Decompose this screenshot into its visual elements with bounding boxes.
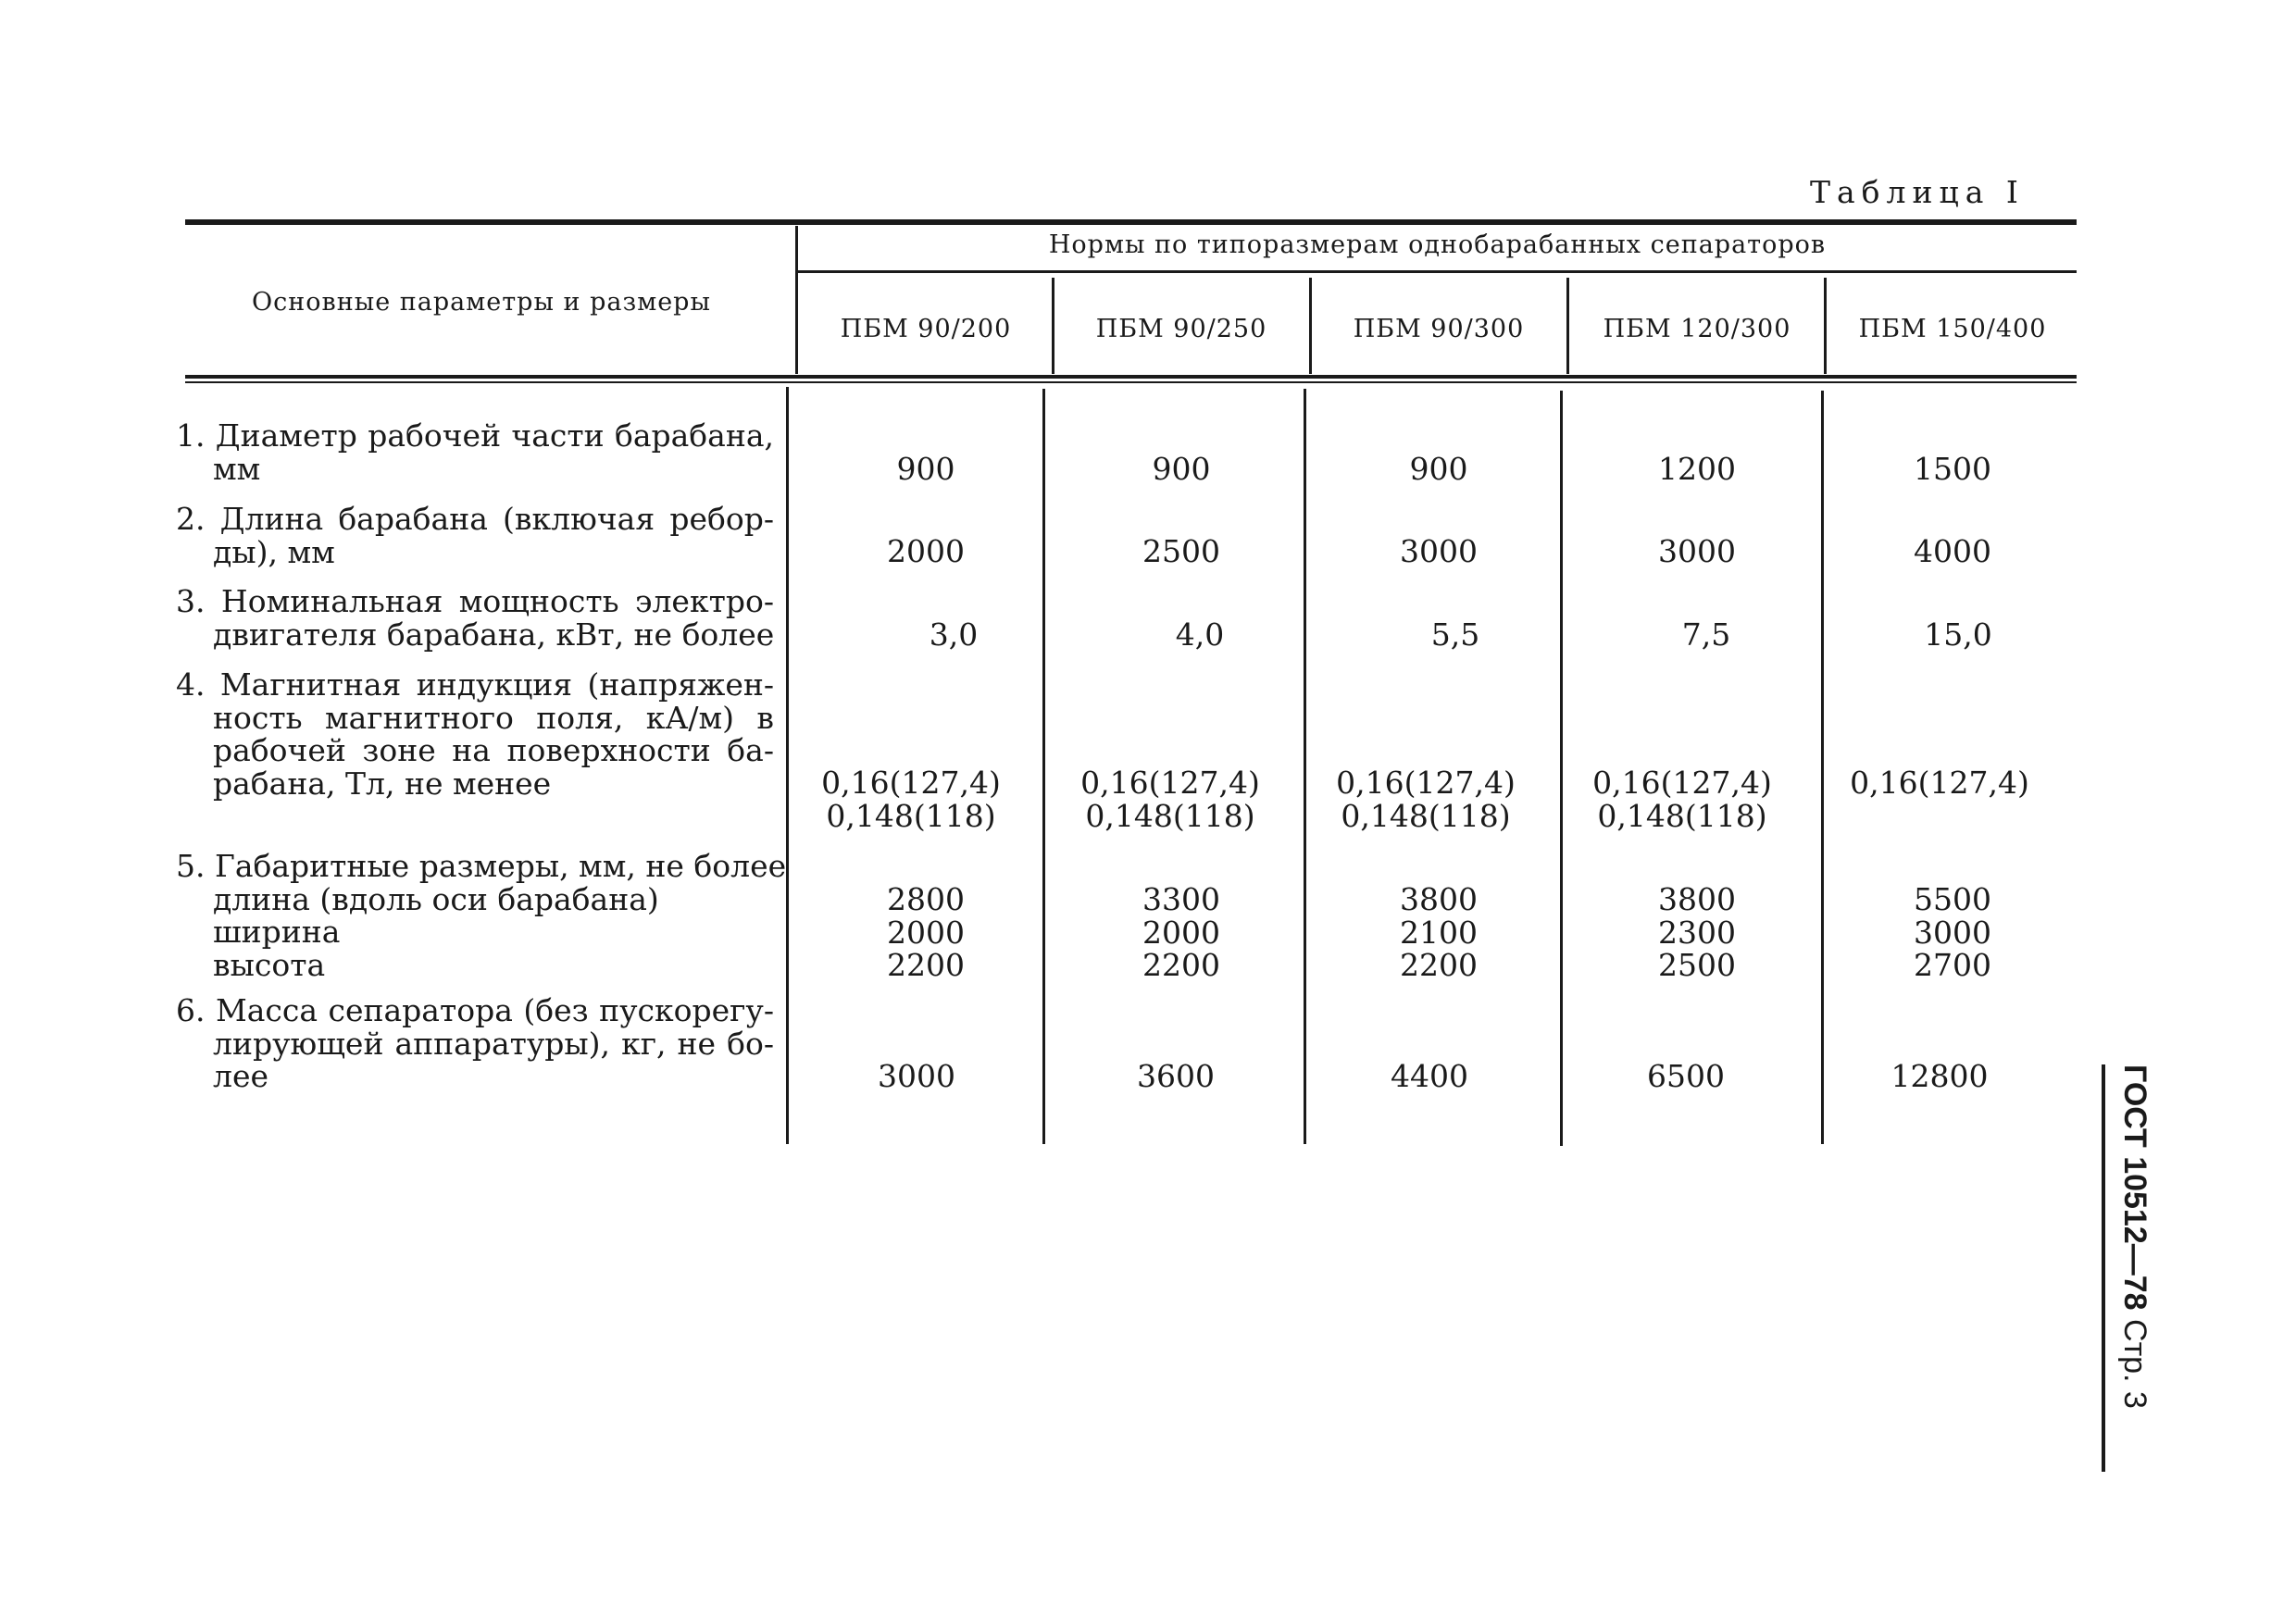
table-cell: 4400: [1391, 1058, 1468, 1094]
table-cell: 15,0: [1924, 616, 1992, 653]
table-cell: 6500: [1647, 1058, 1725, 1094]
column-header: ПБМ 90/250: [1095, 315, 1267, 343]
column-header: ПБМ 150/400: [1858, 315, 2047, 343]
table-cell: 0,16(127,4) 0,148(118): [1592, 765, 1772, 834]
header-span-rule: [798, 270, 2077, 273]
column-header: ПБМ 90/300: [1353, 315, 1525, 343]
row-label: 4. Магнитная индукция (напряжен- ность магнитного поля, кА/м) в рабочей зоне на поверхности ба- рабана, Тл, не менее: [176, 666, 774, 802]
table-cell: 0,16(127,4) 0,148(118): [1080, 765, 1260, 834]
table-cell: 2500: [1142, 533, 1220, 569]
column-divider: [786, 387, 789, 1144]
page-number: Стр. 3: [2117, 1319, 2152, 1409]
table-cell: 7,5: [1681, 616, 1731, 653]
page-stamp: [2102, 1064, 2159, 1481]
table-cell: 5500 3000 2700: [1914, 881, 1991, 983]
header-bottom-rule: [185, 381, 2077, 383]
table-cell: 1500: [1914, 451, 1991, 487]
table-title: Таблица I: [1810, 174, 2025, 210]
row-label: 2. Длина барабана (включая ребор- ды), мм: [176, 501, 774, 570]
stamp-text: [2116, 1064, 2152, 1409]
table-top-rule: [185, 219, 2077, 225]
column-header: ПБМ 120/300: [1603, 315, 1791, 343]
table-cell: 3,0: [929, 616, 979, 653]
column-divider: [1052, 278, 1054, 374]
column-divider: [795, 226, 798, 374]
row-label: 6. Масса сепаратора (без пускорегу- лирующей аппаратуры), кг, не бо- лее: [176, 992, 774, 1094]
column-divider: [1566, 278, 1569, 374]
column-header: ПБМ 90/200: [840, 315, 1012, 343]
table-cell: 900: [1409, 451, 1468, 487]
table-cell: 0,16(127,4) 0,148(118): [1336, 765, 1516, 834]
table-cell: 3000: [1658, 533, 1736, 569]
column-divider: [1824, 278, 1827, 374]
header-span: Нормы по типоразмерам однобарабанных сепараторов: [1048, 230, 1827, 259]
gost-number: ГОСТ 10512—78: [2117, 1064, 2152, 1311]
row-label: 5. Габаритные размеры, мм, не более длина (вдоль оси барабана) ширина высота: [176, 848, 787, 983]
table-cell: 4000: [1914, 533, 1991, 569]
table-cell: 900: [1152, 451, 1211, 487]
table-cell: 3000: [1400, 533, 1478, 569]
table-cell: 0,16(127,4) 0,148(118): [821, 765, 1001, 834]
table-cell: 3800 2300 2500: [1658, 881, 1736, 983]
table-cell: 12800: [1890, 1058, 1989, 1094]
table-cell: 2000: [887, 533, 965, 569]
header-params: Основные параметры и размеры: [252, 288, 711, 317]
row-label: 1. Диаметр рабочей части барабана, мм: [176, 417, 774, 487]
table-cell: 4,0: [1175, 616, 1225, 653]
table-cell: 3800 2100 2200: [1400, 881, 1478, 983]
row-label: 3. Номинальная мощность электро- двигателя барабана, кВт, не более: [176, 583, 775, 653]
table-cell: 900: [896, 451, 955, 487]
table-cell: 0,16(127,4): [1850, 765, 2029, 801]
header-bottom-rule: [185, 375, 2077, 379]
stamp-rule: [2102, 1064, 2105, 1472]
table-cell: 3300 2000 2200: [1142, 881, 1220, 983]
column-divider: [1309, 278, 1312, 374]
table-cell: 3000: [878, 1058, 955, 1094]
table-cell: 3600: [1137, 1058, 1215, 1094]
table-cell: 5,5: [1430, 616, 1480, 653]
table-cell: 2800 2000 2200: [887, 881, 965, 983]
table-cell: 1200: [1658, 451, 1736, 487]
